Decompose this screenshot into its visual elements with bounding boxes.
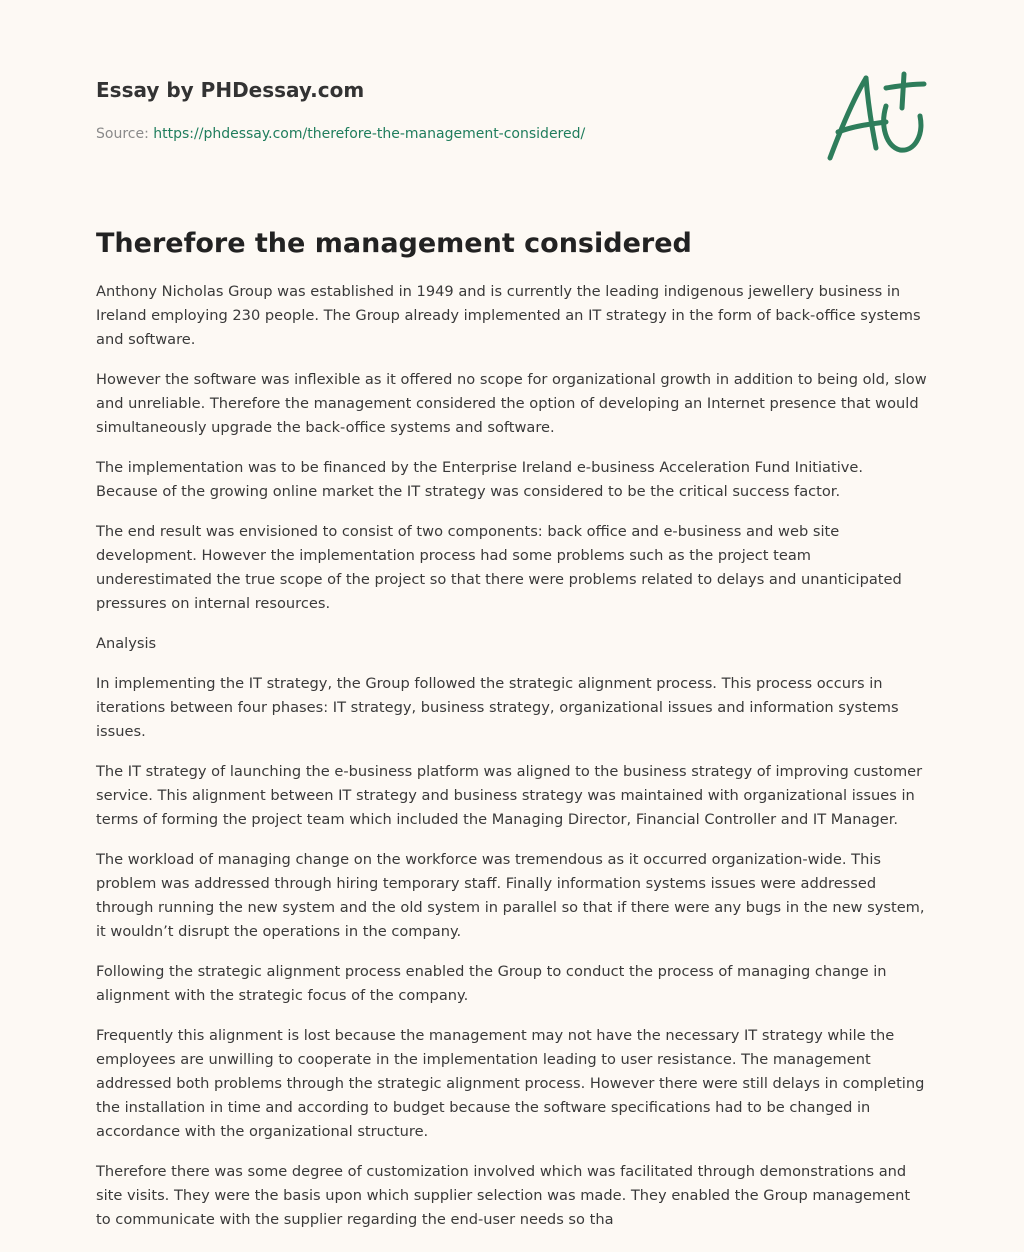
- a-plus-logo-icon: [820, 66, 930, 166]
- paragraph: Anthony Nicholas Group was established in 1949 and is currently the leading indigenous jewellery business in Ireland employing 230 people. The Group already implemented an IT strategy in the form of back-office systems and software.: [96, 283, 921, 348]
- source-label: Source:: [96, 126, 149, 142]
- article-body: [96, 224, 928, 1248]
- paragraph: The end result was envisioned to consist of two components: back office and e-business and web site development. However the implementation process had some problems such as the project team underestimated the true scope of the project so that there were problems related to delays and unanticipated pressures on internal resources.: [96, 523, 902, 612]
- paragraph: The implementation was to be financed by the Enterprise Ireland e-business Acceleration Fund Initiative. Because of the growing online market the IT strategy was considered to be the critical success factor.: [96, 459, 863, 500]
- paragraph: Frequently this alignment is lost because the management may not have the necessary IT strategy while the employees are unwilling to cooperate in the implementation leading to user resistance. The management addressed both problems through the strategic alignment process. However there were still delays in completing the installation in time and according to budget because the software specifications had to be changed in accordance with the organizational structure.: [96, 1027, 925, 1140]
- paragraph: The workload of managing change on the workforce was tremendous as it occurred organization-wide. This problem was addressed through hiring temporary staff. Finally information systems issues were addressed through running the new system and the old system in parallel so that if there were any bugs in the new system, it wouldn’t disrupt the operations in the company.: [96, 851, 925, 940]
- section-heading-analysis: Analysis: [96, 635, 157, 652]
- page-header: [96, 76, 796, 144]
- source-link[interactable]: https://phdessay.com/therefore-the-management-considered/: [153, 126, 586, 142]
- source-line: [96, 124, 796, 144]
- paragraph: The IT strategy of launching the e-business platform was aligned to the business strategy of improving customer service. This alignment between IT strategy and business strategy was maintained with organizational issues in terms of forming the project team which included the Managing Director, Financial Controller and IT Manager.: [96, 763, 923, 828]
- paragraph: However the software was inflexible as it offered no scope for organizational growth in addition to being old, slow and unreliable. Therefore the management considered the option of developing an Internet presence that would simultaneously upgrade the back-office systems and software.: [96, 371, 927, 436]
- paragraph: Following the strategic alignment process enabled the Group to conduct the process of managing change in alignment with the strategic focus of the company.: [96, 963, 887, 1004]
- site-title: Essay by PHDessay.com: [96, 78, 365, 102]
- paragraph: In implementing the IT strategy, the Group followed the strategic alignment process. This process occurs in iterations between four phases: IT strategy, business strategy, organizational issues and information systems issues.: [96, 675, 899, 740]
- article-title: Therefore the management considered: [96, 228, 692, 259]
- paragraph: Therefore there was some degree of customization involved which was facilitated through demonstrations and site visits. They were the basis upon which supplier selection was made. They enabled the Group management to communicate with the supplier regarding the end-user needs so tha: [96, 1163, 911, 1228]
